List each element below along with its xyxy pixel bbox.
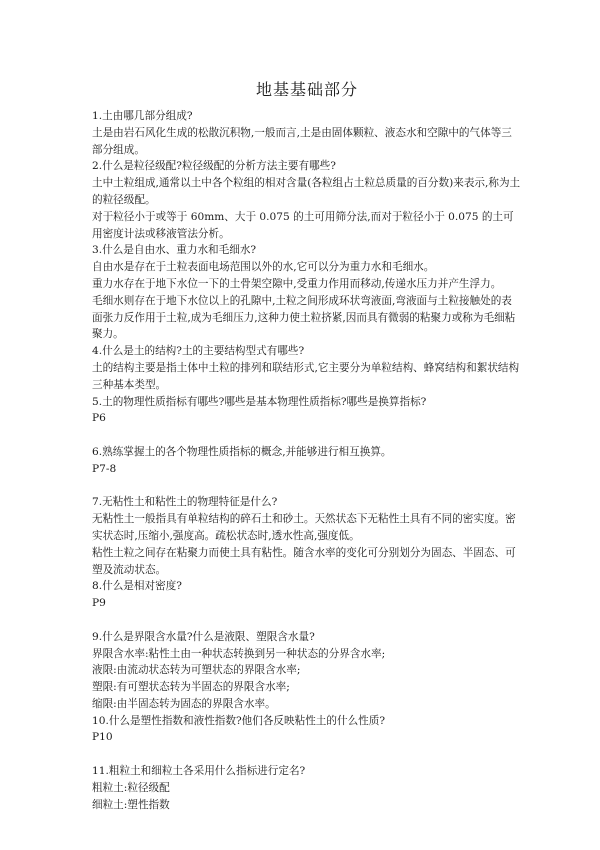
question-line: 3.什么是自由水、重力水和毛细水? [92,244,257,257]
question-line: 7.无粘性土和粘性土的物理特征是什么? [92,496,278,509]
page-title: 地基基础部分 [255,80,358,99]
question-line: 2.什么是粒径级配?粒径级配的分析方法主要有哪些? [92,160,336,173]
question-line: 1.土由哪几部分组成? [92,110,193,122]
answer-line: 对于粒径小于或等于 60mm、大于 0.075 的土可用筛分法,而对于粒径小于 0.075 的土可用密度计法或移液管法分析。 [92,210,514,240]
blank-line [92,478,522,495]
answer-line: 粘性土粒之间存在粘聚力而使土具有粘性。随含水率的变化可分别划分为固态、半固态、可塑及流动状态。 [92,546,516,576]
answer-line: 土是由岩石风化生成的松散沉积物,一般而言,土是由固体颗粒、液态水和空隙中的气体等三部分组成。 [92,126,512,156]
document-body [92,108,522,813]
answer-line: 无粘性土一般指具有单粒结构的碎石土和砂土。天然状态下无粘性土具有不同的密实度。密实状态时,压缩小,强度高。疏松状态时,透水性高,强度低。 [92,513,516,542]
answer-line: 界限含水率:粘性土由一种状态转换到另一种状态的分界含水率; [92,647,386,660]
answer-line: P7-8 [92,462,117,475]
question-line: 11.粗粒土和细粒土各采用什么指标进行定名? [92,765,306,778]
blank-line [92,746,522,763]
question-line: 8.什么是相对密度? [92,580,182,593]
answer-line: P9 [92,597,106,610]
question-line: 5.土的物理性质指标有哪些?哪些是基本物理性质指标?哪些是换算指标? [92,395,427,408]
answer-line: 土中土粒组成,通常以土中各个粒组的相对含量(各粒组占土粒总质量的百分数)来表示,称为土的粒径级配。 [92,177,521,206]
answer-line: P10 [92,731,113,744]
blank-line [92,612,522,629]
answer-line: 重力水存在于地下水位一下的土骨架空隙中,受重力作用而移动,传递水压力并产生浮力。 [92,277,502,290]
answer-line: 塑限:有可塑状态转为半固态的界限含水率; [92,681,290,694]
question-line: 10.什么是塑性指数和液性指数?他们各反映粘性土的什么性质? [92,714,386,727]
answer-line: 缩限:由半固态转为固态的界限含水率。 [92,697,276,710]
answer-line: 自由水是存在于土粒表面电场范围以外的水,它可以分为重力水和毛细水。 [92,261,435,274]
answer-line: 细粒土:塑性指数 [92,798,170,811]
answer-line: 土的结构主要是指土体中土粒的排列和联结形式,它主要分为单粒结构、蜂窝结构和絮状结构三种基本类型。 [92,361,520,391]
answer-line: 液限:由流动状态转为可塑状态的界限含水率; [92,664,301,677]
question-line: 9.什么是界限含水量?什么是液限、塑限含水量? [92,630,315,643]
answer-line: 毛细水则存在于地下水位以上的孔隙中,土粒之间形成环状弯液面,弯液面与土粒接触处的表面张力反作用于土粒,成为毛细压力,这种力使土粒挤紧,因而具有微弱的粘聚力或称为毛细粘聚力。 [92,294,516,341]
blank-line [92,427,522,444]
question-line: 6.熟练掌握土的各个物理性质指标的概念,并能够进行相互换算。 [92,445,392,458]
answer-line: 粗粒土:粒径级配 [92,781,170,794]
answer-line: P6 [92,412,106,425]
question-line: 4.什么是土的结构?土的主要结构型式有哪些? [92,345,305,358]
